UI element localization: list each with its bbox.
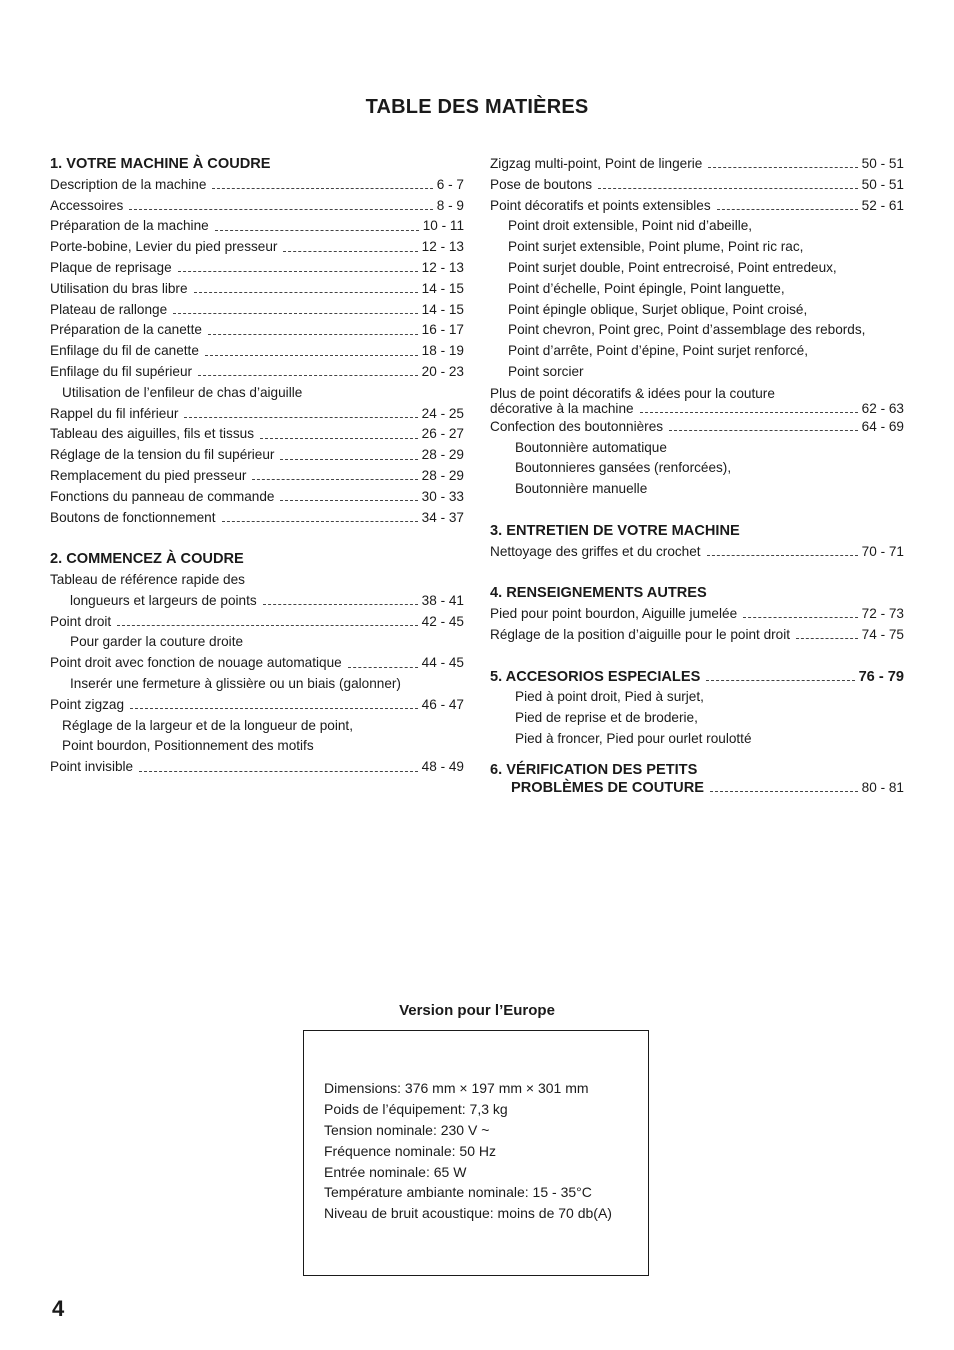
section-heading: 4. RENSEIGNEMENTS AUTRES (490, 585, 707, 602)
spec-line: Poids de l’équipement: 7,3 kg (324, 1100, 508, 1117)
toc-entry: Fonctions du panneau de commande 30 - 33 (50, 488, 464, 504)
toc-subentry: Point sorcier (508, 363, 584, 379)
toc-right-column (490, 154, 904, 797)
toc-entry: Point invisible 48 - 49 (50, 759, 464, 775)
toc-subentry: Pour garder la couture droite (70, 634, 244, 650)
toc-subentry: Boutonnière manuelle (515, 481, 648, 497)
toc-entry: Porte-bobine, Levier du pied presseur 12 - 13 (50, 239, 464, 255)
toc-entry-two-line (490, 383, 904, 417)
toc-entry: Confection des boutonnières 64 - 69 (490, 418, 904, 434)
toc-entry: Tableau des aiguilles, fils et tissus 26 - 27 (50, 426, 464, 442)
section-heading: 1. VOTRE MACHINE À COUDRE (50, 156, 271, 172)
page-title: TABLE DES MATIÈRES (365, 96, 589, 118)
toc-entry: Préparation de la machine 10 - 11 (50, 218, 464, 234)
spec-line: Dimensions: 376 mm × 197 mm × 301 mm (324, 1080, 589, 1096)
toc-section-entry: 5. ACCESORIOS ESPECIALES 76 - 79 (490, 668, 904, 685)
toc-entry: Nettoyage des griffes et du crochet 70 - 71 (490, 543, 904, 559)
spec-line: Entrée nominale: 65 W (324, 1163, 467, 1180)
toc-subentry: Point surjet extensible, Point plume, Point ric rac, (508, 239, 804, 255)
toc-entry: Utilisation du bras libre 14 - 15 (50, 280, 464, 296)
toc-entry-line: Plus de point décoratifs & idées pour la couture (490, 385, 775, 401)
toc-subentry: Utilisation de l’enfileur de chas d’aiguille (62, 384, 303, 400)
toc-entry: Point zigzag 46 - 47 (50, 696, 464, 712)
toc-entry: Pied pour point bourdon, Aiguille jumelée 72 - 73 (490, 605, 904, 621)
section-heading: 2. COMMENCEZ À COUDRE (50, 551, 244, 568)
toc-subentry: Point chevron, Point grec, Point d’assemblage des rebords, (508, 322, 866, 338)
toc-left-column (50, 154, 464, 778)
toc-entry: PROBLÈMES DE COUTURE 80 - 81 (511, 779, 904, 796)
toc-entry: Plateau de rallonge 14 - 15 (50, 301, 464, 317)
toc-subentry: Point surjet double, Point entrecroisé, Point entredeux, (508, 259, 837, 275)
toc-subentry: Pied à froncer, Pied pour ourlet roulotté (515, 730, 752, 746)
toc-entry: Rappel du fil inférieur 24 - 25 (50, 405, 464, 421)
spec-line: Niveau de bruit acoustique: moins de 70 db(A) (324, 1205, 612, 1222)
toc-subentry: Point d’arrête, Point d’épine, Point surjet renforcé, (508, 343, 808, 359)
toc-entry: Zigzag multi-point, Point de lingerie 50 - 51 (490, 156, 904, 171)
page-number: 4 (52, 1296, 65, 1321)
version-title: Version pour l’Europe (399, 1002, 555, 1019)
toc-entry: Enfilage du fil de canette 18 - 19 (50, 343, 464, 359)
toc-entry: décorative à la machine 62 - 63 (490, 400, 904, 416)
toc-subentry: Inserér une fermeture à glissière ou un biais (galonner) (70, 675, 401, 691)
toc-entry: Préparation de la canette 16 - 17 (50, 322, 464, 338)
section-heading: 6. VÉRIFICATION DES PETITS (490, 761, 698, 778)
toc-entry: longueurs et largeurs de points 38 - 41 (70, 592, 464, 608)
toc-entry: Pose de boutons 50 - 51 (490, 176, 904, 192)
toc-entry: Réglage de la tension du fil supérieur 28 - 29 (50, 447, 464, 463)
specifications-box (303, 1030, 649, 1276)
toc-entry-line: Tableau de référence rapide des (50, 571, 245, 587)
spec-line: Tension nominale: 230 V ~ (324, 1121, 490, 1138)
toc-subentry: Point épingle oblique, Surjet oblique, Point croisé, (508, 301, 808, 317)
section-heading: 3. ENTRETIEN DE VOTRE MACHINE (490, 522, 740, 539)
spec-line: Température ambiante nominale: 15 - 35°C (324, 1184, 592, 1201)
toc-subentry: Point droit extensible, Point nid d’abeille, (508, 218, 753, 234)
toc-entry: Remplacement du pied presseur 28 - 29 (50, 467, 464, 483)
toc-entry: Point décoratifs et points extensibles 52 - 61 (490, 197, 904, 213)
toc-subentry: Point d’échelle, Point épingle, Point languette, (508, 280, 785, 296)
toc-entry: Enfilage du fil supérieur 20 - 23 (50, 363, 464, 379)
toc-subentry: Réglage de la largeur et de la longueur de point, (62, 717, 353, 733)
toc-subentry: Pied de reprise et de broderie, (515, 709, 698, 725)
toc-entry: Boutons de fonctionnement 34 - 37 (50, 509, 464, 525)
toc-entry: Point droit 42 - 45 (50, 613, 464, 629)
toc-subentry: Point bourdon, Positionnement des motifs (62, 738, 314, 754)
toc-entry: Point droit avec fonction de nouage automatique 44 - 45 (50, 655, 464, 671)
toc-entry: Plaque de reprisage 12 - 13 (50, 259, 464, 275)
toc-entry: Accessoires 8 - 9 (50, 197, 464, 213)
toc-subentry: Pied à point droit, Pied à surjet, (515, 689, 704, 705)
toc-entry: Réglage de la position d’aiguille pour le point droit 74 - 75 (490, 626, 904, 642)
toc-entry: Description de la machine 6 - 7 (50, 176, 464, 192)
specifications-list (324, 1078, 612, 1224)
toc-section-entry (490, 761, 904, 797)
toc-subentry: Boutonnière automatique (515, 439, 667, 455)
toc-subentry: Boutonnieres gansées (renforcées), (515, 460, 732, 476)
spec-line: Fréquence nominale: 50 Hz (324, 1142, 496, 1159)
